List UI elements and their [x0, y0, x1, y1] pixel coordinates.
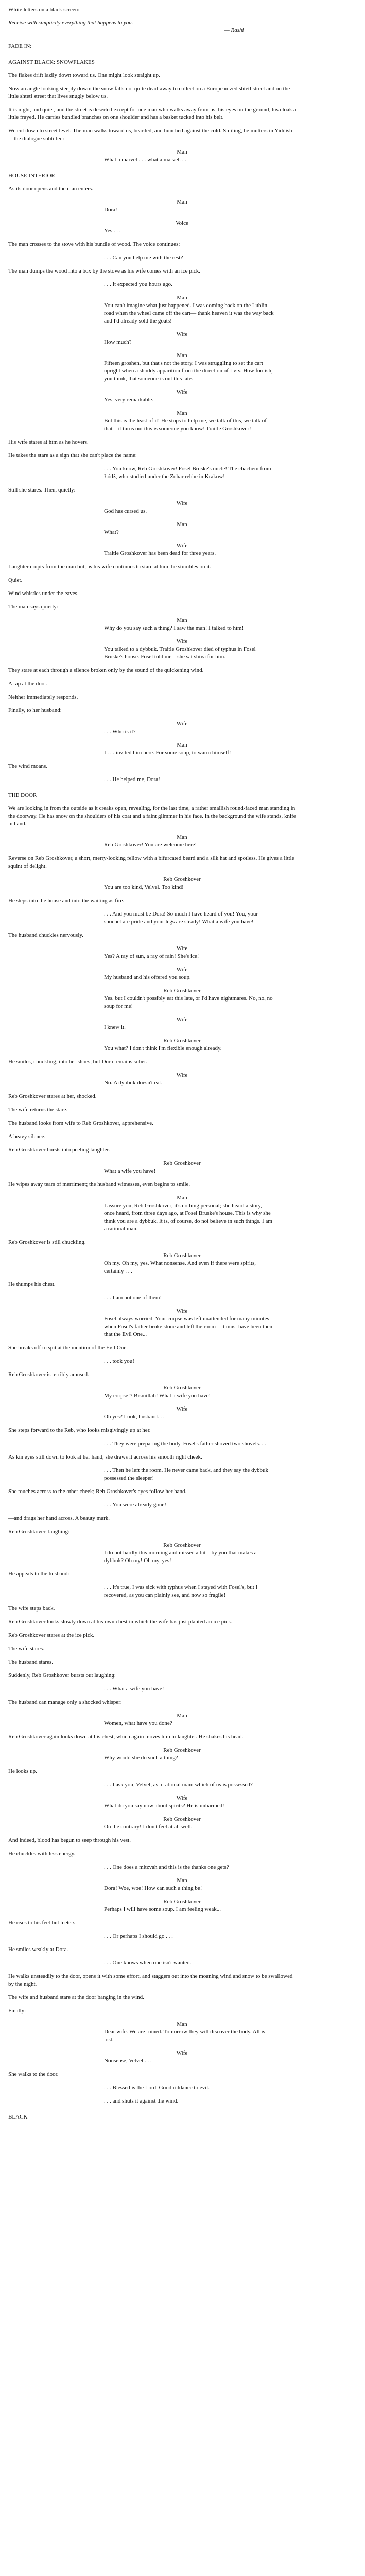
dialogue-line: You what? I don't think I'm flexible enough already.: [104, 1045, 222, 1052]
action-line: Reb Groshkover stares at her, shocked.: [8, 1093, 97, 1099]
character-name: Wife: [176, 389, 188, 395]
action-line: The wife and husband stare at the door banging in the wind.: [8, 1994, 144, 2001]
dialogue-line: How much?: [104, 339, 132, 345]
dialogue-block: [8, 1440, 357, 1448]
dialogue-block: [8, 1959, 357, 1967]
dialogue-block: [8, 1501, 357, 1509]
dialogue-line: Yes . . .: [104, 228, 121, 234]
dialogue-block: [8, 2049, 357, 2065]
action-line: He walks unsteadily to the door, opens it with some effort, and staggers out into the moaning wind and snow to be swallowed by the night.: [8, 1973, 293, 1987]
script-body: [8, 43, 357, 2105]
dialogue-line: . . . I ask you, Velvel, as a rational man: which of us is possessed?: [104, 1782, 253, 1788]
dialogue-block: [8, 1037, 357, 1053]
dialogue-block: [8, 1877, 357, 1892]
dialogue-line: I knew it.: [104, 1024, 126, 1030]
action-line: Quiet.: [8, 577, 23, 583]
dialogue-line: . . . What a wife you have!: [104, 1686, 164, 1692]
dialogue-line: You are too kind, Velvel. Too kind!: [104, 884, 184, 890]
character-name: Reb Groshkover: [163, 1816, 201, 1822]
action-line: The man crosses to the stove with his bundle of wood. The voice continues:: [8, 241, 180, 247]
action-line: He thumps his chest.: [8, 1281, 56, 1287]
dialogue-line: Yes, but I couldn't possibly eat this late, or I'd have nightmares. No, no, no soup for me!: [104, 995, 273, 1009]
character-name: Man: [177, 410, 187, 416]
dialogue-line: . . . And you must be Dora! So much I have heard of you! You, your shochet are pride and your legs are steady! What a wife you have!: [104, 911, 258, 925]
action-line: Reb Groshkover bursts into peeling laughter.: [8, 1147, 110, 1153]
dialogue-block: [8, 1467, 357, 1482]
dialogue-block: [8, 410, 357, 433]
dialogue-line: . . . took you!: [104, 1358, 134, 1364]
scene-heading: HOUSE INTERIOR: [8, 173, 55, 179]
dialogue-line: My husband and his offered you soup.: [104, 974, 191, 980]
character-name: Reb Groshkover: [163, 1252, 201, 1259]
scene-heading: FADE IN:: [8, 43, 32, 49]
character-name: Wife: [176, 967, 188, 973]
action-line: Wind whistles under the eaves.: [8, 590, 79, 597]
dialogue-line: . . . It's true, I was sick with typhus when I stayed with Fosel's, but I recovered, as you can plainly see, and now so fragile!: [104, 1584, 258, 1598]
dialogue-line: Dear wife. We are ruined. Tomorrow they will discover the body. All is lost.: [104, 2029, 265, 2043]
dialogue-block: [8, 1405, 357, 1421]
action-line: Reb Groshkover stares at the ice pick.: [8, 1632, 95, 1638]
action-line: The husband looks from wife to Reb Groshkover, apprehensive.: [8, 1120, 153, 1126]
dialogue-block: [8, 198, 357, 214]
character-name: Wife: [176, 1016, 188, 1023]
dialogue-block: [8, 1747, 357, 1762]
dialogue-block: [8, 617, 357, 632]
character-name: Man: [177, 834, 187, 840]
dialogue-block: [8, 876, 357, 891]
action-line: Still she stares. Then, quietly:: [8, 487, 76, 493]
final-heading: BLACK: [8, 2114, 28, 2120]
dialogue-line: . . . Who is it?: [104, 728, 136, 735]
character-name: Man: [177, 352, 187, 359]
dialogue-block: [8, 294, 357, 325]
character-name: Man: [177, 742, 187, 748]
character-name: Wife: [176, 500, 188, 506]
dialogue-block: [8, 2084, 357, 2092]
dialogue-line: On the contrary! I don't feel at all well.: [104, 1824, 193, 1830]
character-name: Reb Groshkover: [163, 1747, 201, 1753]
dialogue-block: [8, 1584, 357, 1599]
action-line: Reb Groshkover looks slowly down at his own chest in which the wife has just planted an ice pick.: [8, 1619, 233, 1625]
dialogue-line: Traitle Groshkover has been dead for three years.: [104, 550, 216, 556]
action-line: He wipes away tears of merriment; the husband witnesses, even begins to smile.: [8, 1181, 190, 1188]
action-line: They stare at each through a silence broken only by the sound of the quickening wind.: [8, 667, 204, 673]
dialogue-block: [8, 1933, 357, 1940]
action-line: Neither immediately responds.: [8, 694, 78, 700]
action-line: He appeals to the husband:: [8, 1571, 69, 1577]
action-line: The man says quietly:: [8, 604, 58, 610]
dialogue-block: [8, 638, 357, 661]
dialogue-block: [8, 521, 357, 536]
action-line: Reb Groshkover is terribly amused.: [8, 1371, 89, 1378]
character-name: Reb Groshkover: [163, 1160, 201, 1166]
character-name: Man: [177, 1713, 187, 1719]
character-name: Wife: [176, 1406, 188, 1412]
dialogue-line: You can't imagine what just happened. I was coming back on the Lublin road when the wheel came off the cart— thank heaven it was the way back and I'd already sold the goats!: [104, 302, 274, 324]
character-name: Wife: [176, 1308, 188, 1314]
dialogue-block: [8, 254, 357, 262]
character-name: Man: [177, 617, 187, 623]
dialogue-line: Dora!: [104, 207, 117, 213]
character-name: Wife: [176, 721, 188, 727]
dialogue-block: [8, 1252, 357, 1275]
action-line: The wife stares.: [8, 1646, 44, 1652]
action-line: The wife returns the stare.: [8, 1107, 68, 1113]
action-line: Now an angle looking steeply down: the snow falls not quite dead-away to collect on a Europeanized shtetl street and on the little shtetl street that lives snugly below us.: [8, 86, 290, 99]
action-line: As its door opens and the man enters.: [8, 185, 93, 192]
dialogue-block: [8, 1712, 357, 1727]
action-line: She breaks off to spit at the mention of the Evil One.: [8, 1345, 128, 1351]
dialogue-line: . . . You were already gone!: [104, 1502, 166, 1508]
action-line: He looks up.: [8, 1768, 37, 1774]
dialogue-line: Fosel always worried. Your corpse was left unattended for many minutes when Fosel's father broke stone and left the room—it must have been then that the Evil One...: [104, 1316, 273, 1337]
dialogue-line: Why do you say such a thing? I saw the man! I talked to him!: [104, 625, 244, 631]
epigraph-attribution: — Rashi: [224, 27, 244, 33]
dialogue-line: . . . Then he left the room. He never came back, and they say the dybbuk possessed the sleeper!: [104, 1467, 268, 1481]
action-line: And indeed, blood has begun to seep through his vest.: [8, 1837, 131, 1843]
scene-heading: AGAINST BLACK: SNOWFLAKES: [8, 59, 95, 65]
dialogue-block: [8, 966, 357, 981]
dialogue-line: No. A dybbuk doesn't eat.: [104, 1080, 163, 1086]
dialogue-block: [8, 741, 357, 757]
dialogue-line: . . . One does a mitzvah and this is the thanks one gets?: [104, 1864, 229, 1870]
dialogue-block: [8, 388, 357, 404]
dialogue-block: [8, 219, 357, 235]
character-name: Wife: [176, 638, 188, 645]
character-name: Reb Groshkover: [163, 988, 201, 994]
character-name: Reb Groshkover: [163, 1899, 201, 1905]
action-line: He rises to his feet but teeters.: [8, 1920, 77, 1926]
scene-heading: THE DOOR: [8, 792, 37, 799]
dialogue-block: [8, 148, 357, 164]
character-name: Reb Groshkover: [163, 1038, 201, 1044]
action-line: We cut down to street level. The man walks toward us, bearded, and hunched against the cold. Smiling, he mutters in Yiddish—the dialogue subtitled:: [8, 128, 292, 142]
dialogue-block: [8, 1781, 357, 1789]
character-name: Wife: [176, 331, 188, 337]
dialogue-line: What do you say now about spirits? He is unharmed!: [104, 1803, 224, 1809]
action-line: We are looking in from the outside as it creaks open, revealing, for the last time, a rather smallish round-faced man standing in the doorway. He has snow on the shoulders of his coat and a faint glimmer in his face. In the background the wife stands, knife in hand.: [8, 805, 296, 827]
dialogue-line: Oh yes? Look, husband. . .: [104, 1414, 165, 1420]
dialogue-block: [8, 1863, 357, 1871]
dialogue-line: I assure you, Reb Groshkover, it's nothing personal; she heard a story, once heard, from three days ago, at Fosel Bruske's house. This is why she think you are a dybbuk. It is, of course, do not believe in such things. I am a rational man.: [104, 1202, 272, 1232]
action-line: He smiles weakly at Dora.: [8, 1946, 68, 1953]
character-name: Voice: [176, 220, 188, 226]
dialogue-block: [8, 465, 357, 481]
dialogue-block: [8, 1794, 357, 1810]
action-line: He takes the stare as a sign that she can't place the name:: [8, 452, 137, 459]
character-name: Man: [177, 149, 187, 155]
dialogue-line: . . . I am not one of them!: [104, 1295, 162, 1301]
action-line: The man dumps the wood into a box by the stove as his wife comes with an ice pick.: [8, 268, 201, 274]
dialogue-line: Nonsense, Velvel . . .: [104, 2058, 152, 2064]
dialogue-line: Women, what have you done?: [104, 1720, 172, 1726]
dialogue-line: . . . It expected you hours ago.: [104, 281, 172, 287]
character-name: Wife: [176, 945, 188, 952]
character-name: Man: [177, 199, 187, 205]
dialogue-block: [8, 1358, 357, 1365]
dialogue-block: [8, 2097, 357, 2105]
dialogue-line: . . . One knows when one isn't wanted.: [104, 1960, 192, 1966]
dialogue-line: But this is the least of it! He stops to help me, we talk of this, we talk of that—it turns out this is someone you know! Traitle Groshkover!: [104, 418, 267, 432]
dialogue-line: Oh my. Oh my, yes. What nonsense. And even if there were spirits, certainly . . .: [104, 1260, 256, 1274]
action-line: Finally, to her husband:: [8, 707, 62, 714]
action-line: Reb Groshkover again looks down at his chest, which again moves him to laughter. He shakes his head.: [8, 1734, 244, 1740]
action-line: She steps forward to the Reb, who looks misgivingly up at her.: [8, 1427, 151, 1433]
dialogue-block: [8, 1541, 357, 1565]
action-line: —and drags her hand across. A beauty mark.: [8, 1515, 110, 1521]
dialogue-block: [8, 500, 357, 515]
dialogue-line: . . . You know, Reb Groshkover! Fosel Bruske's uncle! The chachem from Łódź, who studied under the Zohar rebbe in Krakow!: [104, 466, 271, 480]
dialogue-block: [8, 834, 357, 849]
action-line: The husband chuckles nervously.: [8, 932, 83, 938]
action-line: The husband stares.: [8, 1659, 54, 1665]
action-line: Reverse on Reb Groshkover, a short, merry-looking fellow with a bifurcated beard and a silk hat and spotless. He gives a little squint of delight.: [8, 855, 294, 869]
action-line: The wife steps back.: [8, 1605, 55, 1612]
dialogue-block: [8, 987, 357, 1010]
dialogue-line: . . . Blessed is the Lord. Good riddance to evil.: [104, 2084, 210, 2091]
dialogue-block: [8, 776, 357, 784]
action-line: As kin eyes still down to look at her hand, she draws it across his smooth right cheek.: [8, 1454, 202, 1460]
action-line: A heavy silence.: [8, 1133, 46, 1140]
action-line: She walks to the door.: [8, 2071, 59, 2077]
action-line: The wind moans.: [8, 763, 48, 769]
dialogue-block: [8, 2021, 357, 2044]
character-name: Man: [177, 1195, 187, 1201]
dialogue-block: [8, 281, 357, 289]
dialogue-line: What a wife you have!: [104, 1168, 156, 1174]
dialogue-line: I do not hardly this morning and missed a bit—by you that makes a dybbuk? Oh my! Oh my, yes!: [104, 1550, 257, 1564]
dialogue-block: [8, 1294, 357, 1302]
dialogue-block: [8, 331, 357, 346]
action-line: He smiles, chuckling, into her shoes, but Dora remains sober.: [8, 1059, 147, 1065]
character-name: Man: [177, 521, 187, 528]
dialogue-line: I . . . invited him here. For some soup, to warm himself!: [104, 750, 231, 756]
action-line: It is night, and quiet, and the street is deserted except for one man who walks away from us, his eyes on the ground, his cloak a little frayed. He carries bundled branches on one shoulder and has a basket tucked into his belt.: [8, 107, 297, 121]
dialogue-line: . . . Can you help me with the rest?: [104, 255, 183, 261]
dialogue-block: [8, 352, 357, 383]
dialogue-line: You talked to a dybbuk. Traitle Groshkover died of typhus in Fosel Bruske's house. Fosel told me—she sat shiva for him.: [104, 646, 256, 660]
dialogue-block: [8, 1072, 357, 1087]
action-line: She touches across to the other cheek; Reb Groshkover's eyes follow her hand.: [8, 1488, 187, 1495]
dialogue-block: [8, 1016, 357, 1031]
character-name: Reb Groshkover: [163, 1385, 201, 1391]
dialogue-block: [8, 910, 357, 926]
character-name: Reb Groshkover: [163, 1542, 201, 1548]
action-line: Laughter erupts from the man but, as his wife continues to stare at him, he stumbles on it.: [8, 564, 212, 570]
character-name: Wife: [176, 2050, 188, 2056]
dialogue-block: [8, 1160, 357, 1175]
dialogue-line: . . . He helped me, Dora!: [104, 776, 160, 783]
dialogue-block: [8, 1685, 357, 1693]
dialogue-block: [8, 542, 357, 557]
dialogue-line: . . . Or perhaps I should go . . .: [104, 1933, 173, 1939]
dialogue-line: Perhaps I will have some soup. I am feeling weak...: [104, 1906, 221, 1912]
dialogue-line: What a marvel . . . what a marvel. . .: [104, 157, 187, 163]
action-line: The flakes drift lazily down toward us. One might look straight up.: [8, 72, 160, 78]
character-name: Man: [177, 1877, 187, 1884]
dialogue-block: [8, 1194, 357, 1233]
character-name: Wife: [176, 1072, 188, 1078]
dialogue-block: [8, 1816, 357, 1831]
dialogue-line: My corpse!? Bismillah! What a wife you have!: [104, 1393, 211, 1399]
dialogue-line: Dora! Woe, woe! How can such a thing be!: [104, 1885, 202, 1891]
dialogue-line: Reb Groshkover! You are welcome here!: [104, 842, 197, 848]
action-line: Reb Groshkover, laughing:: [8, 1529, 70, 1535]
action-line: He chuckles with less energy.: [8, 1851, 76, 1857]
dialogue-block: [8, 1898, 357, 1913]
epigraph: Receive with simplicity everything that happens to you.: [8, 20, 133, 26]
character-name: Man: [177, 2021, 187, 2027]
dialogue-line: Fifteen groshen, but that's not the story. I was struggling to set the cart upright when a shoddy apparition from the direction of Lviv. How foolish, you think, that someone is out this late.: [104, 360, 273, 382]
dialogue-block: [8, 945, 357, 960]
dialogue-line: God has cursed us.: [104, 508, 147, 514]
dialogue-line: Yes? A ray of sun, a ray of rain! She's ice!: [104, 953, 199, 959]
action-line: Finally:: [8, 2008, 26, 2014]
dialogue-line: . . . They were preparing the body. Fosel's father shoved two shovels. . .: [104, 1440, 266, 1447]
dialogue-line: Yes, very remarkable.: [104, 397, 154, 403]
intro-line: White letters on a black screen:: [8, 7, 80, 13]
character-name: Wife: [176, 543, 188, 549]
character-name: Wife: [176, 1795, 188, 1801]
dialogue-block: [8, 1384, 357, 1400]
character-name: Man: [177, 295, 187, 301]
dialogue-block: [8, 720, 357, 736]
dialogue-block: [8, 1308, 357, 1338]
action-line: He steps into the house and into the waiting as fire.: [8, 897, 125, 904]
dialogue-line: . . . and shuts it against the wind.: [104, 2098, 179, 2104]
character-name: Reb Groshkover: [163, 876, 201, 883]
dialogue-line: Why would she do such a thing?: [104, 1755, 178, 1761]
action-line: Suddenly, Reb Groshkover bursts out laughing:: [8, 1672, 116, 1679]
action-line: His wife stares at him as he hovers.: [8, 439, 89, 445]
dialogue-line: What?: [104, 529, 119, 535]
action-line: A rap at the door.: [8, 681, 48, 687]
action-line: Reb Groshkover is still chuckling.: [8, 1239, 86, 1245]
action-line: The husband can manage only a shocked whisper:: [8, 1699, 122, 1705]
